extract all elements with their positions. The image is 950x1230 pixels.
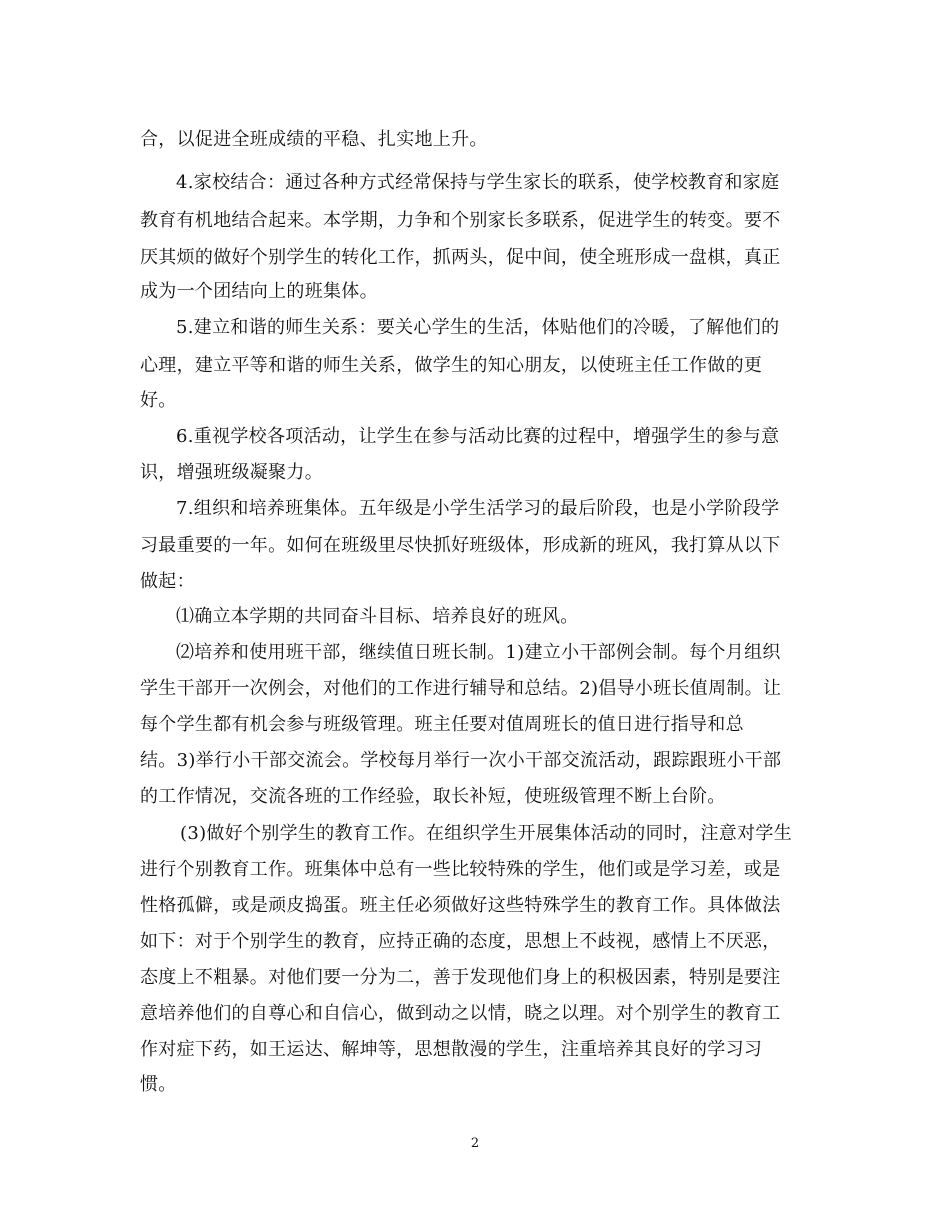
text-line: (3)做好个别学生的教育工作。在组织学生开展集体活动的同时，注意对学生 (180, 823, 792, 844)
text-line: 作对症下药，如王运达、解坤等，思想散漫的学生，注重培养其良好的学习习 (140, 1039, 763, 1060)
text-line: 成为一个团结向上的班集体。 (140, 281, 378, 302)
text-line: 学生干部开一次例会，对他们的工作进行辅导和总结。2)倡导小班长值周制。让 (140, 678, 782, 699)
text-line: 做起： (140, 571, 195, 592)
text-line: 识，增强班级凝聚力。 (140, 462, 323, 483)
text-line: 厌其烦的做好个别学生的转化工作，抓两头，促中间，使全班形成一盘棋，真正 (140, 247, 781, 268)
text-line: 好。 (140, 390, 177, 411)
text-line: 性格孤僻，或是顽皮捣蛋。班主任必须做好这些特殊学生的教育工作。具体做法 (140, 895, 781, 916)
text-line: 每个学生都有机会参与班级管理。班主任要对值周班长的值日进行指导和总 (140, 714, 744, 735)
text-line: 教育有机地结合起来。本学期，力争和个别家长多联系，促进学生的转变。要不 (140, 210, 781, 231)
text-line: 惯。 (140, 1074, 177, 1095)
text-line: 意培养他们的自尊心和自信心，做到动之以情，晓之以理。对个别学生的教育工 (140, 1003, 781, 1024)
text-line: 的工作情况，交流各班的工作经验，取长补短，使班级管理不断上台阶。 (140, 786, 726, 807)
text-line: 如下：对于个别学生的教育，应持正确的态度，思想上不歧视，感情上不厌恶， (140, 931, 781, 952)
text-line: 6.重视学校各项活动，让学生在参与活动比赛的过程中，增强学生的参与意 (176, 426, 780, 447)
text-line: 态度上不粗暴。对他们要一分为二，善于发现他们身上的积极因素，特别是要注 (140, 967, 781, 988)
text-line: 5.建立和谐的师生关系：要关心学生的生活，体贴他们的冷暖，了解他们的 (176, 317, 780, 338)
text-line: 4.家校结合：通过各种方式经常保持与学生家长的联系，使学校教育和家庭 (176, 172, 780, 193)
page-number: 2 (470, 1136, 480, 1151)
text-line: 进行个别教育工作。班集体中总有一些比较特殊的学生，他们或是学习差，或是 (140, 859, 781, 880)
text-line: ⑵培养和使用班干部，继续值日班长制。1)建立小干部例会制。每个月组织 (176, 642, 781, 663)
text-line: ⑴确立本学期的共同奋斗目标、培养良好的班风。 (176, 606, 579, 627)
text-line: 心理，建立平等和谐的师生关系，做学生的知心朋友，以使班主任工作做的更 (140, 355, 763, 376)
text-line: 结。3)举行小干部交流会。学校每月举行一次小干部交流活动，跟踪跟班小干部 (140, 750, 782, 771)
text-line: 习最重要的一年。如何在班级里尽快抓好班级体，形成新的班风，我打算从以下 (140, 535, 781, 556)
text-line: 合，以促进全班成绩的平稳、扎实地上升。 (140, 129, 488, 150)
text-line: 7.组织和培养班集体。五年级是小学生活学习的最后阶段，也是小学阶段学 (176, 498, 780, 519)
